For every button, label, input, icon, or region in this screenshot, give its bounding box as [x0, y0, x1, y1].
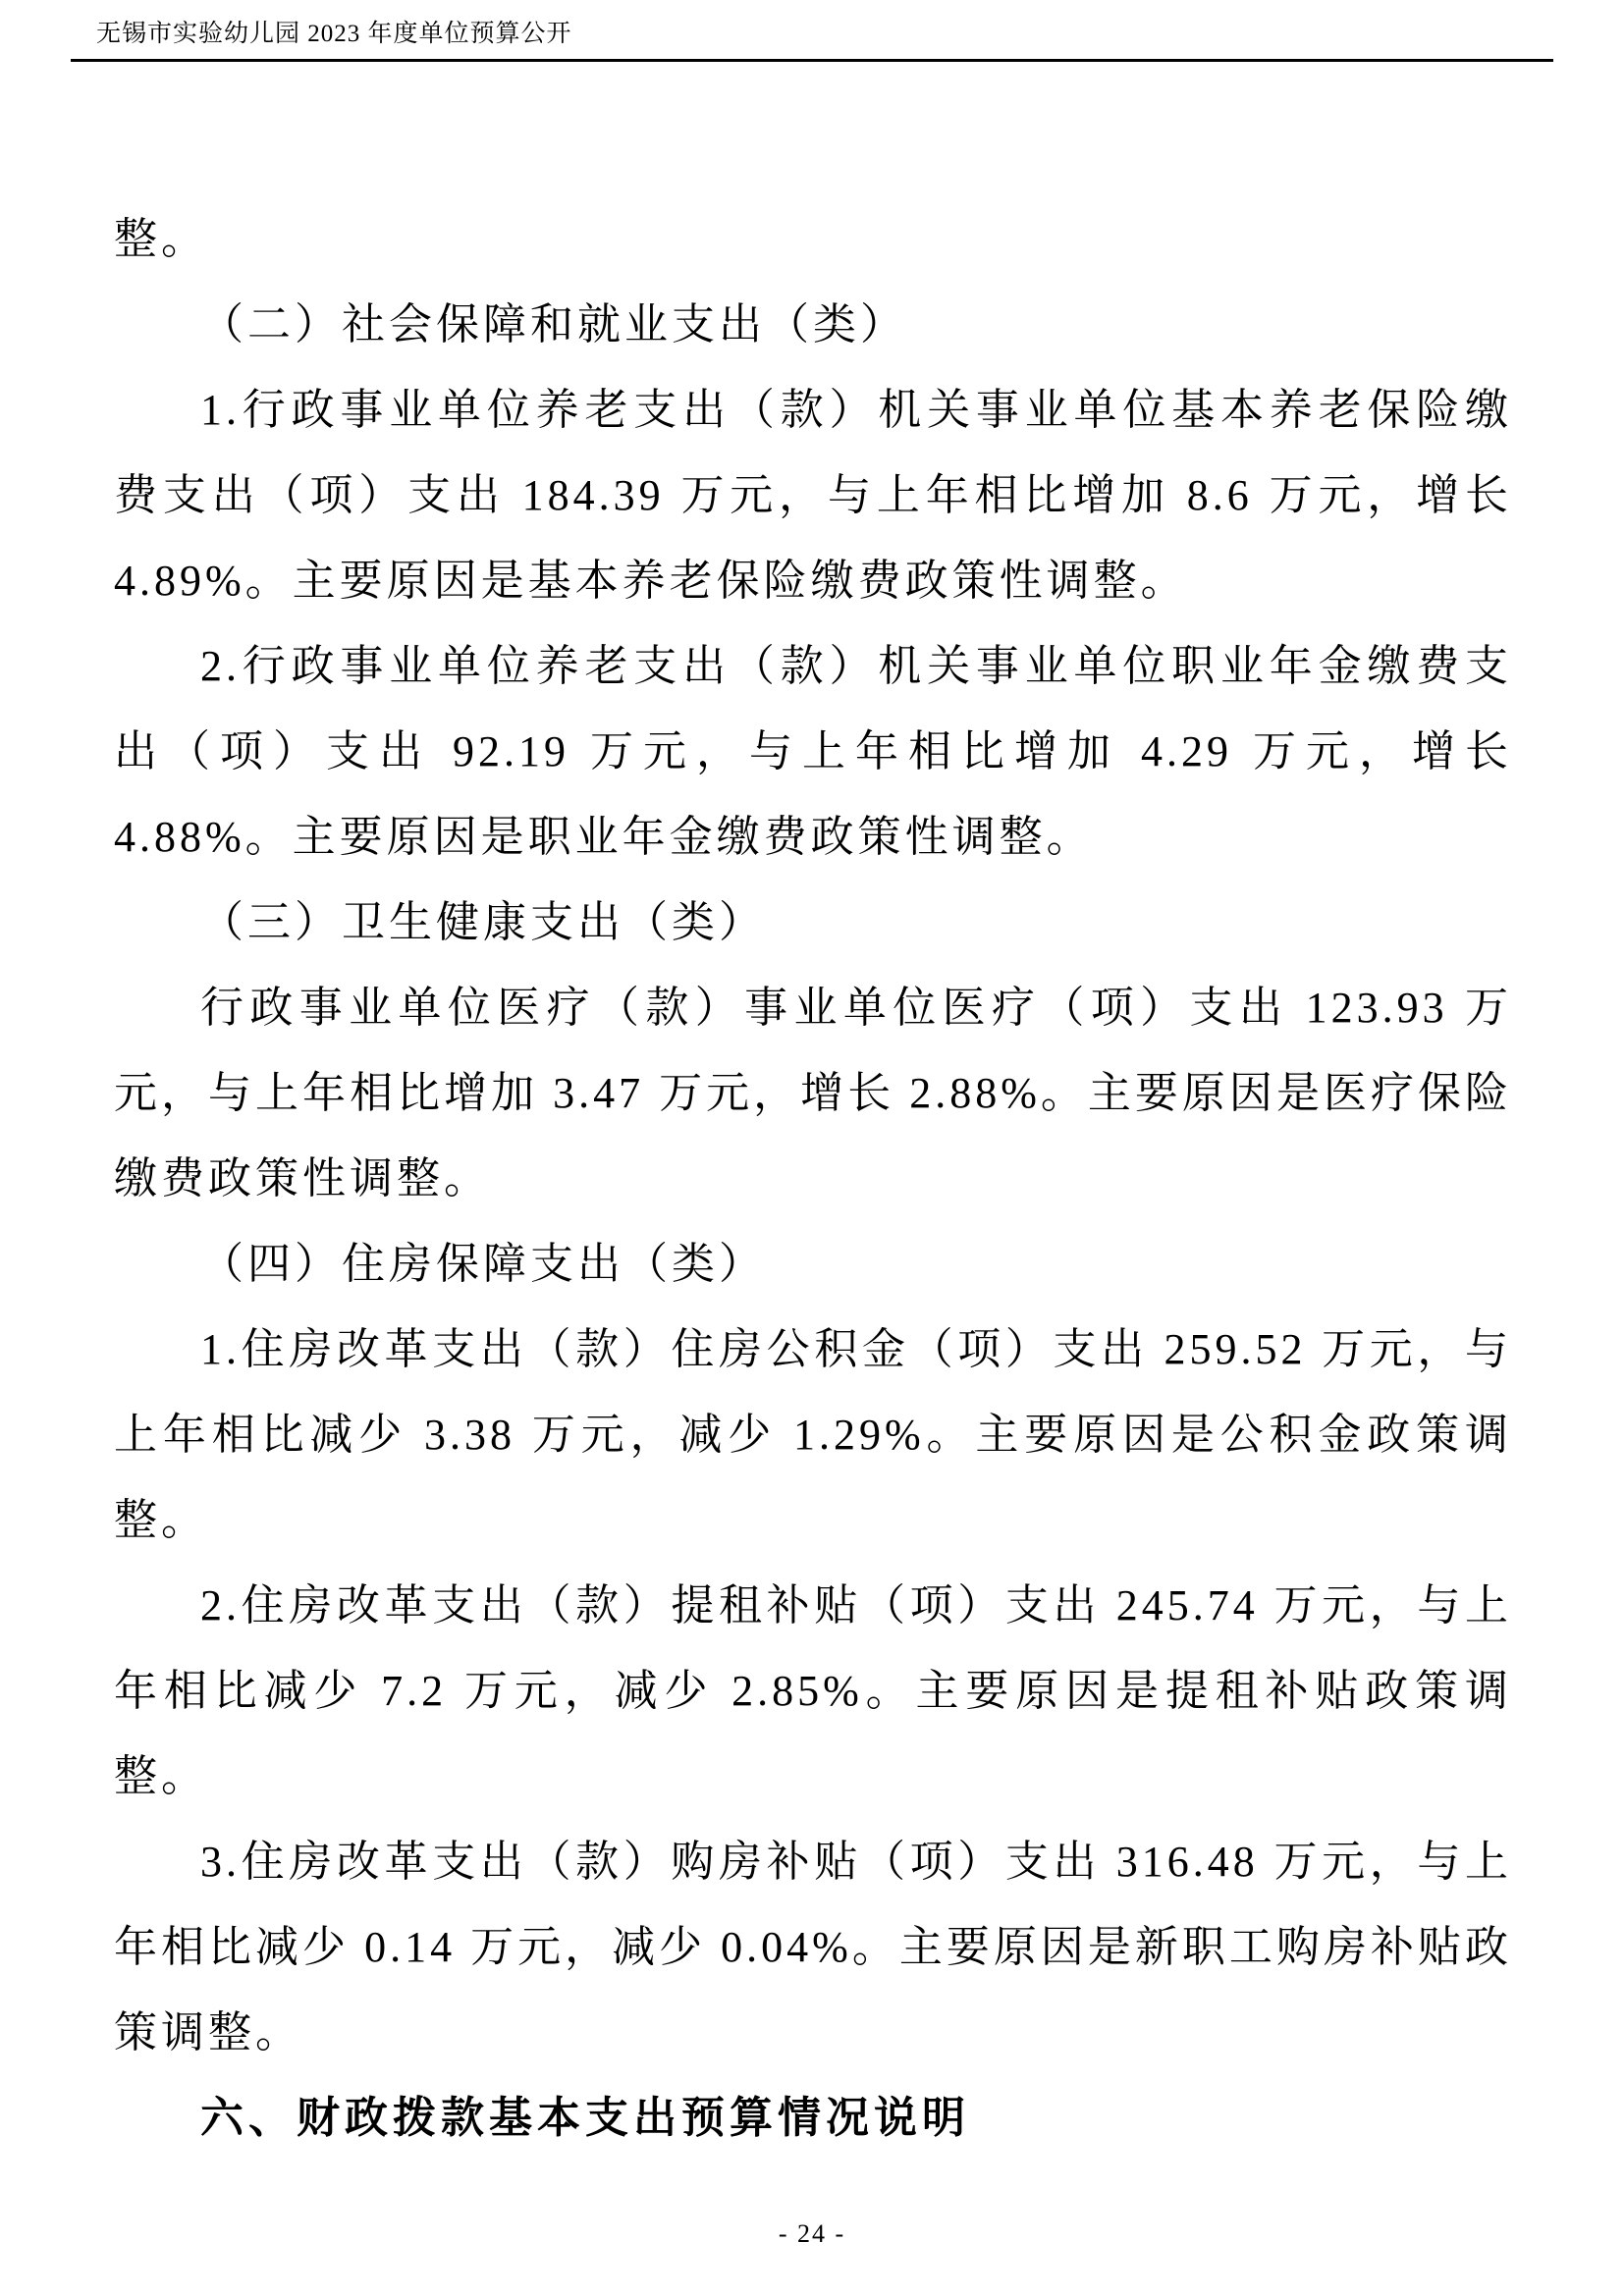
page-footer — [0, 2218, 1624, 2250]
paragraph-medical: 行政事业单位医疗（款）事业单位医疗（项）支出 123.93 万元，与上年相比增加 3.47 万元，增长 2.88%。主要原因是医疗保险缴费政策性调整。 — [114, 984, 1512, 1202]
header-title: 无锡市实验幼儿园 2023 年度单位预算公开 — [96, 21, 572, 47]
paragraph-housing-fund: 1.住房改革支出（款）住房公积金（项）支出 259.52 万元，与上年相比减少 3.38 万元，减少 1.29%。主要原因是公积金政策调整。 — [114, 1325, 1512, 1544]
paragraph-pension-annuity: 2.行政事业单位养老支出（款）机关事业单位职业年金缴费支出（项）支出 92.19 万元，与上年相比增加 4.29 万元，增长 4.88%。主要原因是职业年金缴费政策性调整。 — [114, 642, 1512, 861]
paragraph-overflow: 整。 — [114, 215, 208, 263]
section-heading-social-security: （二）社会保障和就业支出（类） — [200, 300, 907, 348]
paragraph-purchase-subsidy: 3.住房改革支出（款）购房补贴（项）支出 316.48 万元，与上年相比减少 0.14 万元，减少 0.04%。主要原因是新职工购房补贴政策调整。 — [114, 1838, 1512, 2056]
paragraph-rent-subsidy: 2.住房改革支出（款）提租补贴（项）支出 245.74 万元，与上年相比减少 7.2 万元，减少 2.85%。主要原因是提租补贴政策调整。 — [114, 1581, 1512, 1800]
section-heading-basic-expenditure-note: 六、财政拨款基本支出预算情况说明 — [200, 2094, 970, 2142]
section-heading-housing: （四）住房保障支出（类） — [200, 1240, 766, 1288]
document-body — [114, 196, 1512, 2161]
page-header — [71, 20, 1553, 62]
paragraph-pension-basic-insurance: 1.行政事业单位养老支出（款）机关事业单位基本养老保险缴费支出（项）支出 184.39 万元，与上年相比增加 8.6 万元，增长 4.89%。主要原因是基本养老保险缴费政策性调整。 — [114, 386, 1512, 605]
section-heading-health: （三）卫生健康支出（类） — [200, 898, 766, 946]
page-number: - 24 - — [778, 2219, 846, 2248]
